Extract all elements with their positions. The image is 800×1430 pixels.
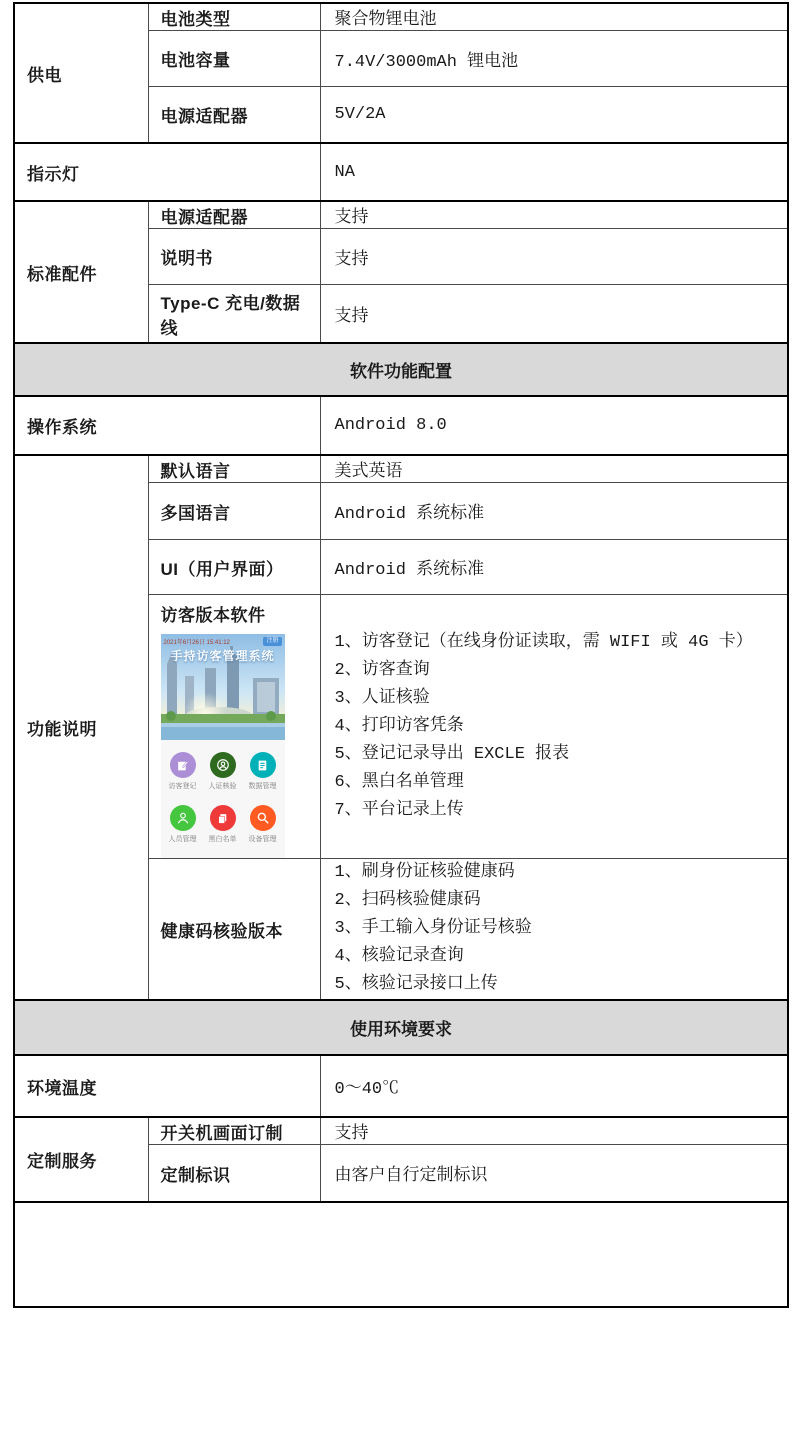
feature-line: 2、访客查询 [334, 660, 430, 680]
edit-icon [170, 752, 196, 778]
section-header-row [14, 1000, 788, 1055]
value-os: Android 8.0 [320, 396, 788, 455]
app-tile-visitor-register: 访客登记 [169, 752, 197, 791]
row-label-acc-adapter: 电源适配器 [148, 201, 320, 229]
feature-line: 5、核验记录接口上传 [334, 975, 498, 994]
value-battery-type: 聚合物锂电池 [320, 3, 788, 31]
empty-row [14, 1202, 788, 1307]
app-photo-header [161, 634, 285, 740]
row-label-os: 操作系统 [14, 396, 320, 455]
person-icon [170, 805, 196, 831]
spec-table [13, 2, 789, 1308]
document-icon [250, 752, 276, 778]
table-row [14, 1055, 788, 1117]
app-tile-data-manage: 数据管理 [249, 752, 277, 791]
value-power-adapter: 5V/2A [320, 87, 788, 144]
app-datetime: 2021年6月26日 15:41:12 [163, 640, 230, 646]
row-label-manual: 说明书 [148, 229, 320, 285]
feature-line: 7、平台记录上传 [334, 800, 464, 820]
row-label-typec-cable: Type-C 充电/数据线 [148, 285, 320, 344]
table-row [14, 143, 788, 201]
table-row [14, 1117, 788, 1145]
app-tile-person-manage: 人员管理 [169, 805, 197, 844]
table-row [14, 1202, 788, 1307]
app-tile-blacklist: 黑白名单 [209, 805, 237, 844]
feature-line: 4、核验记录查询 [334, 947, 464, 966]
section-title-environment: 使用环境要求 [14, 1000, 788, 1055]
value-acc-adapter: 支持 [320, 201, 788, 229]
table-row [14, 201, 788, 229]
row-label-default-language: 默认语言 [148, 455, 320, 483]
row-label-battery-capacity: 电池容量 [148, 31, 320, 87]
row-label-multi-language: 多国语言 [148, 483, 320, 540]
app-tile-id-verify: 人证核验 [209, 752, 237, 791]
value-temperature: 0～40℃ [320, 1055, 788, 1117]
row-label-battery-type: 电池类型 [148, 3, 320, 31]
value-indicator: NA [320, 143, 788, 201]
feature-line: 3、手工输入身份证号核验 [334, 919, 532, 938]
value-boot-screen: 支持 [320, 1117, 788, 1145]
feature-line: 4、打印访客凭条 [334, 716, 464, 736]
feature-line: 1、访客登记（在线身份证读取，需 WIFI 或 4G 卡） [334, 632, 753, 652]
value-multi-language: Android 系统标准 [320, 483, 788, 540]
search-icon [250, 805, 276, 831]
app-tile-device-manage: 设备管理 [249, 805, 277, 844]
visitor-software-label: 访客版本软件 [160, 606, 266, 625]
section-title-software: 软件功能配置 [14, 343, 788, 396]
value-battery-capacity: 7.4V/3000mAh 锂电池 [320, 31, 788, 87]
row-label-visitor-software [148, 595, 320, 859]
row-label-power-adapter: 电源适配器 [148, 87, 320, 144]
value-default-language: 美式英语 [320, 455, 788, 483]
value-typec-cable: 支持 [320, 285, 788, 344]
feature-line: 5、登记记录导出 EXCLE 报表 [334, 744, 570, 764]
row-label-indicator: 指示灯 [14, 143, 320, 201]
section-header-row [14, 343, 788, 396]
row-label-ui: UI（用户界面） [148, 540, 320, 595]
row-label-custom-logo: 定制标识 [148, 1145, 320, 1203]
table-row [14, 3, 788, 31]
feature-line: 2、扫码核验健康码 [334, 891, 481, 910]
app-register-badge: 注册 [263, 637, 281, 646]
table-row [14, 396, 788, 455]
value-health-features [320, 859, 788, 1001]
feature-line: 6、黑白名单管理 [334, 772, 464, 792]
feature-line: 3、人证核验 [334, 688, 430, 708]
group-label-accessories: 标准配件 [14, 201, 148, 343]
app-icon-grid [161, 740, 285, 858]
app-screenshot [161, 634, 285, 858]
table-row [14, 455, 788, 483]
feature-line: 1、刷身份证核验健康码 [334, 863, 515, 882]
value-custom-logo: 由客户自行定制标识 [320, 1145, 788, 1203]
row-label-health-code: 健康码核验版本 [148, 859, 320, 1001]
value-visitor-features [320, 595, 788, 859]
group-label-custom-service: 定制服务 [14, 1117, 148, 1202]
id-verify-icon [210, 752, 236, 778]
group-label-functions: 功能说明 [14, 455, 148, 1000]
row-label-boot-screen: 开关机画面订制 [148, 1117, 320, 1145]
row-label-temperature: 环境温度 [14, 1055, 320, 1117]
value-ui: Android 系统标准 [320, 540, 788, 595]
copy-icon [210, 805, 236, 831]
app-title: 手持访客管理系统 [170, 649, 275, 663]
value-manual: 支持 [320, 229, 788, 285]
group-label-power: 供电 [14, 3, 148, 143]
